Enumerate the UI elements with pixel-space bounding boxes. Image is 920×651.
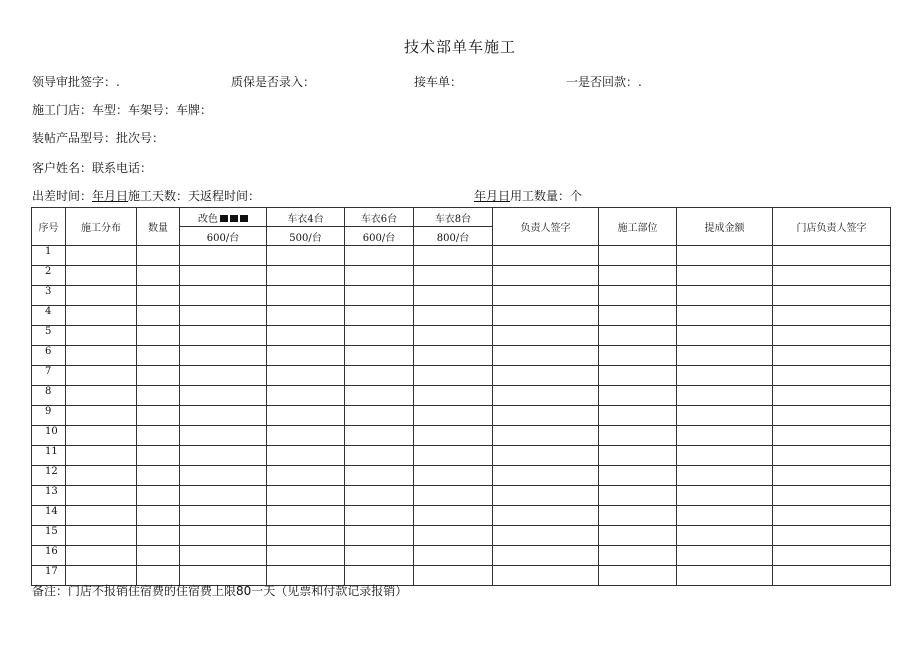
table-cell (677, 346, 773, 366)
table-cell (345, 266, 414, 286)
table-cell (493, 366, 599, 386)
table-cell (493, 506, 599, 526)
table-cell (773, 526, 891, 546)
table-cell (137, 506, 180, 526)
table-cell (180, 526, 267, 546)
table-cell (267, 446, 345, 466)
table-cell (414, 406, 493, 426)
table-cell (773, 486, 891, 506)
table-cell (414, 386, 493, 406)
header-wrap4: 车衣4台 (267, 208, 345, 227)
table-cell (677, 266, 773, 286)
table-cell (599, 526, 677, 546)
table-cell (493, 486, 599, 506)
table-cell (180, 506, 267, 526)
table-cell (677, 506, 773, 526)
table-cell (414, 426, 493, 446)
table-row (32, 466, 891, 486)
table-cell (773, 306, 891, 326)
table-cell (345, 446, 414, 466)
table-row (32, 246, 891, 266)
table-cell (267, 366, 345, 386)
table-cell (345, 366, 414, 386)
table-row (32, 286, 891, 306)
redacted-block (230, 215, 238, 222)
table-cell (599, 466, 677, 486)
table-cell (137, 546, 180, 566)
table-cell (66, 446, 137, 466)
table-cell (267, 406, 345, 426)
footer-note: 备注：门店不报销住宿费的住宿费上限80一天（见票和付款记录报销） (32, 584, 408, 598)
header-seq: 序号 (32, 208, 66, 246)
row-number: 1 (32, 246, 66, 266)
trip-mid: 施工天数：天返程时间： (128, 189, 261, 203)
table-cell (66, 386, 137, 406)
header-part: 施工部位 (599, 208, 677, 246)
table-cell (599, 566, 677, 586)
table-cell (137, 306, 180, 326)
table-row (32, 266, 891, 286)
table-cell (180, 326, 267, 346)
table-cell (677, 246, 773, 266)
table-cell (677, 286, 773, 306)
table-cell (345, 326, 414, 346)
table-cell (414, 326, 493, 346)
table-cell (599, 486, 677, 506)
table-cell (493, 446, 599, 466)
table-cell (345, 526, 414, 546)
row-number: 14 (32, 506, 66, 526)
row-number: 7 (32, 366, 66, 386)
table-cell (493, 286, 599, 306)
table-cell (345, 506, 414, 526)
table-cell (180, 286, 267, 306)
work-count-label: 用工数量：个 (510, 189, 583, 203)
leader-approval-label: 领导审批签字：. (32, 75, 120, 89)
redacted-block (240, 215, 248, 222)
table-cell (493, 526, 599, 546)
table-cell (180, 246, 267, 266)
row-number: 4 (32, 306, 66, 326)
row-number: 16 (32, 546, 66, 566)
table-cell (773, 446, 891, 466)
table-cell (137, 486, 180, 506)
table-cell (493, 386, 599, 406)
work-count-line (474, 187, 582, 204)
table-cell (267, 506, 345, 526)
table-cell (137, 266, 180, 286)
customer-line: 客户姓名：联系电话： (32, 161, 153, 175)
table-cell (267, 246, 345, 266)
table-cell (137, 326, 180, 346)
table-cell (66, 526, 137, 546)
table-cell (677, 446, 773, 466)
trip-line (32, 187, 260, 204)
table-row (32, 406, 891, 426)
table-cell (267, 346, 345, 366)
table-row (32, 326, 891, 346)
table-cell (345, 286, 414, 306)
table-cell (414, 466, 493, 486)
table-cell (267, 546, 345, 566)
table-cell (599, 266, 677, 286)
table-cell (180, 346, 267, 366)
header-store-sign: 门店负责人签字 (773, 208, 891, 246)
table-cell (493, 266, 599, 286)
price-wrap4: 500/台 (267, 227, 345, 246)
table-cell (180, 386, 267, 406)
table-cell (599, 546, 677, 566)
table-cell (599, 286, 677, 306)
table-cell (773, 266, 891, 286)
table-cell (180, 406, 267, 426)
table-cell (180, 486, 267, 506)
row-number: 17 (32, 566, 66, 586)
price-wrap6: 600/台 (345, 227, 414, 246)
table-cell (493, 546, 599, 566)
table-cell (180, 366, 267, 386)
table-cell (493, 306, 599, 326)
table-cell (493, 346, 599, 366)
table-cell (773, 466, 891, 486)
trip-prefix: 出差时间： (32, 189, 93, 203)
table-cell (677, 546, 773, 566)
table-cell (66, 406, 137, 426)
header-commission: 提成金额 (677, 208, 773, 246)
price-wrap8: 800/台 (414, 227, 493, 246)
header-recolor-label: 改色 (198, 213, 218, 225)
table-cell (66, 306, 137, 326)
table-cell (773, 406, 891, 426)
table-cell (345, 406, 414, 426)
table-cell (180, 426, 267, 446)
product-batch-line: 装帖产品型号：批次号： (32, 131, 165, 145)
table-cell (267, 266, 345, 286)
table-cell (599, 506, 677, 526)
table-cell (599, 406, 677, 426)
table-cell (345, 466, 414, 486)
table-cell (414, 306, 493, 326)
redacted-block (220, 215, 228, 222)
table-cell (137, 286, 180, 306)
table-cell (599, 386, 677, 406)
table-cell (677, 306, 773, 326)
table-cell (414, 266, 493, 286)
trip-date-end: 年月日 (474, 189, 511, 203)
table-row (32, 546, 891, 566)
table-cell (599, 346, 677, 366)
table-cell (414, 486, 493, 506)
table-row (32, 486, 891, 506)
table-cell (137, 466, 180, 486)
trip-date-start: 年月日 (92, 189, 129, 203)
table-cell (414, 566, 493, 586)
table-row (32, 506, 891, 526)
table-cell (66, 466, 137, 486)
table-cell (414, 526, 493, 546)
row-number: 6 (32, 346, 66, 366)
table-cell (66, 426, 137, 446)
price-recolor: 600/台 (180, 227, 267, 246)
table-cell (677, 406, 773, 426)
table-cell (66, 546, 137, 566)
header-owner-sign: 负责人签字 (493, 208, 599, 246)
table-cell (66, 486, 137, 506)
row-number: 2 (32, 266, 66, 286)
table-cell (345, 426, 414, 446)
table-cell (493, 426, 599, 446)
table-cell (267, 526, 345, 546)
row-number: 15 (32, 526, 66, 546)
table-cell (137, 446, 180, 466)
row-number: 8 (32, 386, 66, 406)
header-area: 施工分布 (66, 208, 137, 246)
table-cell (267, 386, 345, 406)
table-cell (414, 246, 493, 266)
table-cell (677, 526, 773, 546)
table-cell (414, 506, 493, 526)
row-number: 3 (32, 286, 66, 306)
header-wrap6: 车衣6台 (345, 208, 414, 227)
table-cell (414, 286, 493, 306)
row-number: 5 (32, 326, 66, 346)
header-wrap8: 车衣8台 (414, 208, 493, 227)
table-cell (267, 306, 345, 326)
table-cell (677, 326, 773, 346)
table-row (32, 446, 891, 466)
table-cell (773, 286, 891, 306)
table-cell (66, 506, 137, 526)
table-cell (599, 446, 677, 466)
table-cell (345, 546, 414, 566)
table-cell (137, 526, 180, 546)
table-cell (414, 346, 493, 366)
table-cell (66, 346, 137, 366)
table-cell (66, 286, 137, 306)
table-row (32, 526, 891, 546)
table-cell (345, 306, 414, 326)
table-cell (66, 326, 137, 346)
table-row (32, 366, 891, 386)
table-cell (773, 346, 891, 366)
table-row (32, 426, 891, 446)
table-cell (180, 466, 267, 486)
table-cell (677, 386, 773, 406)
table-cell (773, 386, 891, 406)
table-cell (773, 426, 891, 446)
table-cell (137, 386, 180, 406)
table-cell (267, 326, 345, 346)
table-cell (66, 246, 137, 266)
table-cell (267, 426, 345, 446)
construction-table (31, 207, 891, 586)
table-cell (414, 546, 493, 566)
table-cell (599, 426, 677, 446)
table-cell (677, 566, 773, 586)
table-cell (414, 366, 493, 386)
table-cell (137, 246, 180, 266)
table-cell (345, 486, 414, 506)
store-vehicle-line: 施工门店：车型：车架号：车牌： (32, 103, 213, 117)
table-cell (493, 326, 599, 346)
table-cell (345, 246, 414, 266)
row-number: 12 (32, 466, 66, 486)
table-cell (137, 406, 180, 426)
table-cell (345, 386, 414, 406)
table-cell (493, 566, 599, 586)
row-number: 9 (32, 406, 66, 426)
header-recolor (180, 208, 267, 227)
table-cell (773, 566, 891, 586)
table-cell (599, 326, 677, 346)
car-receipt-label: 接车单： (414, 75, 463, 89)
table-cell (137, 426, 180, 446)
table-cell (267, 466, 345, 486)
payment-back-label: 一是否回款：. (566, 75, 642, 89)
table-cell (677, 486, 773, 506)
table-cell (493, 246, 599, 266)
table-cell (773, 326, 891, 346)
table-cell (345, 346, 414, 366)
document-title: 技术部单车施工 (403, 38, 516, 56)
table-row (32, 386, 891, 406)
table-cell (180, 546, 267, 566)
table-cell (493, 466, 599, 486)
table-cell (180, 266, 267, 286)
table-row (32, 346, 891, 366)
table-cell (180, 306, 267, 326)
table-row (32, 306, 891, 326)
row-number: 10 (32, 426, 66, 446)
row-number: 13 (32, 486, 66, 506)
table-cell (599, 366, 677, 386)
table-cell (599, 246, 677, 266)
table-cell (677, 426, 773, 446)
table-cell (267, 486, 345, 506)
table-cell (677, 466, 773, 486)
table-cell (773, 546, 891, 566)
table-cell (137, 366, 180, 386)
header-qty: 数量 (137, 208, 180, 246)
table-cell (773, 506, 891, 526)
table-cell (267, 286, 345, 306)
table-cell (66, 266, 137, 286)
table-cell (773, 366, 891, 386)
table-cell (137, 346, 180, 366)
table-cell (180, 446, 267, 466)
qa-entry-label: 质保是否录入： (231, 75, 316, 89)
table-cell (414, 446, 493, 466)
table-cell (677, 366, 773, 386)
table-cell (599, 306, 677, 326)
table-cell (773, 246, 891, 266)
row-number: 11 (32, 446, 66, 466)
table-cell (66, 366, 137, 386)
table-cell (493, 406, 599, 426)
